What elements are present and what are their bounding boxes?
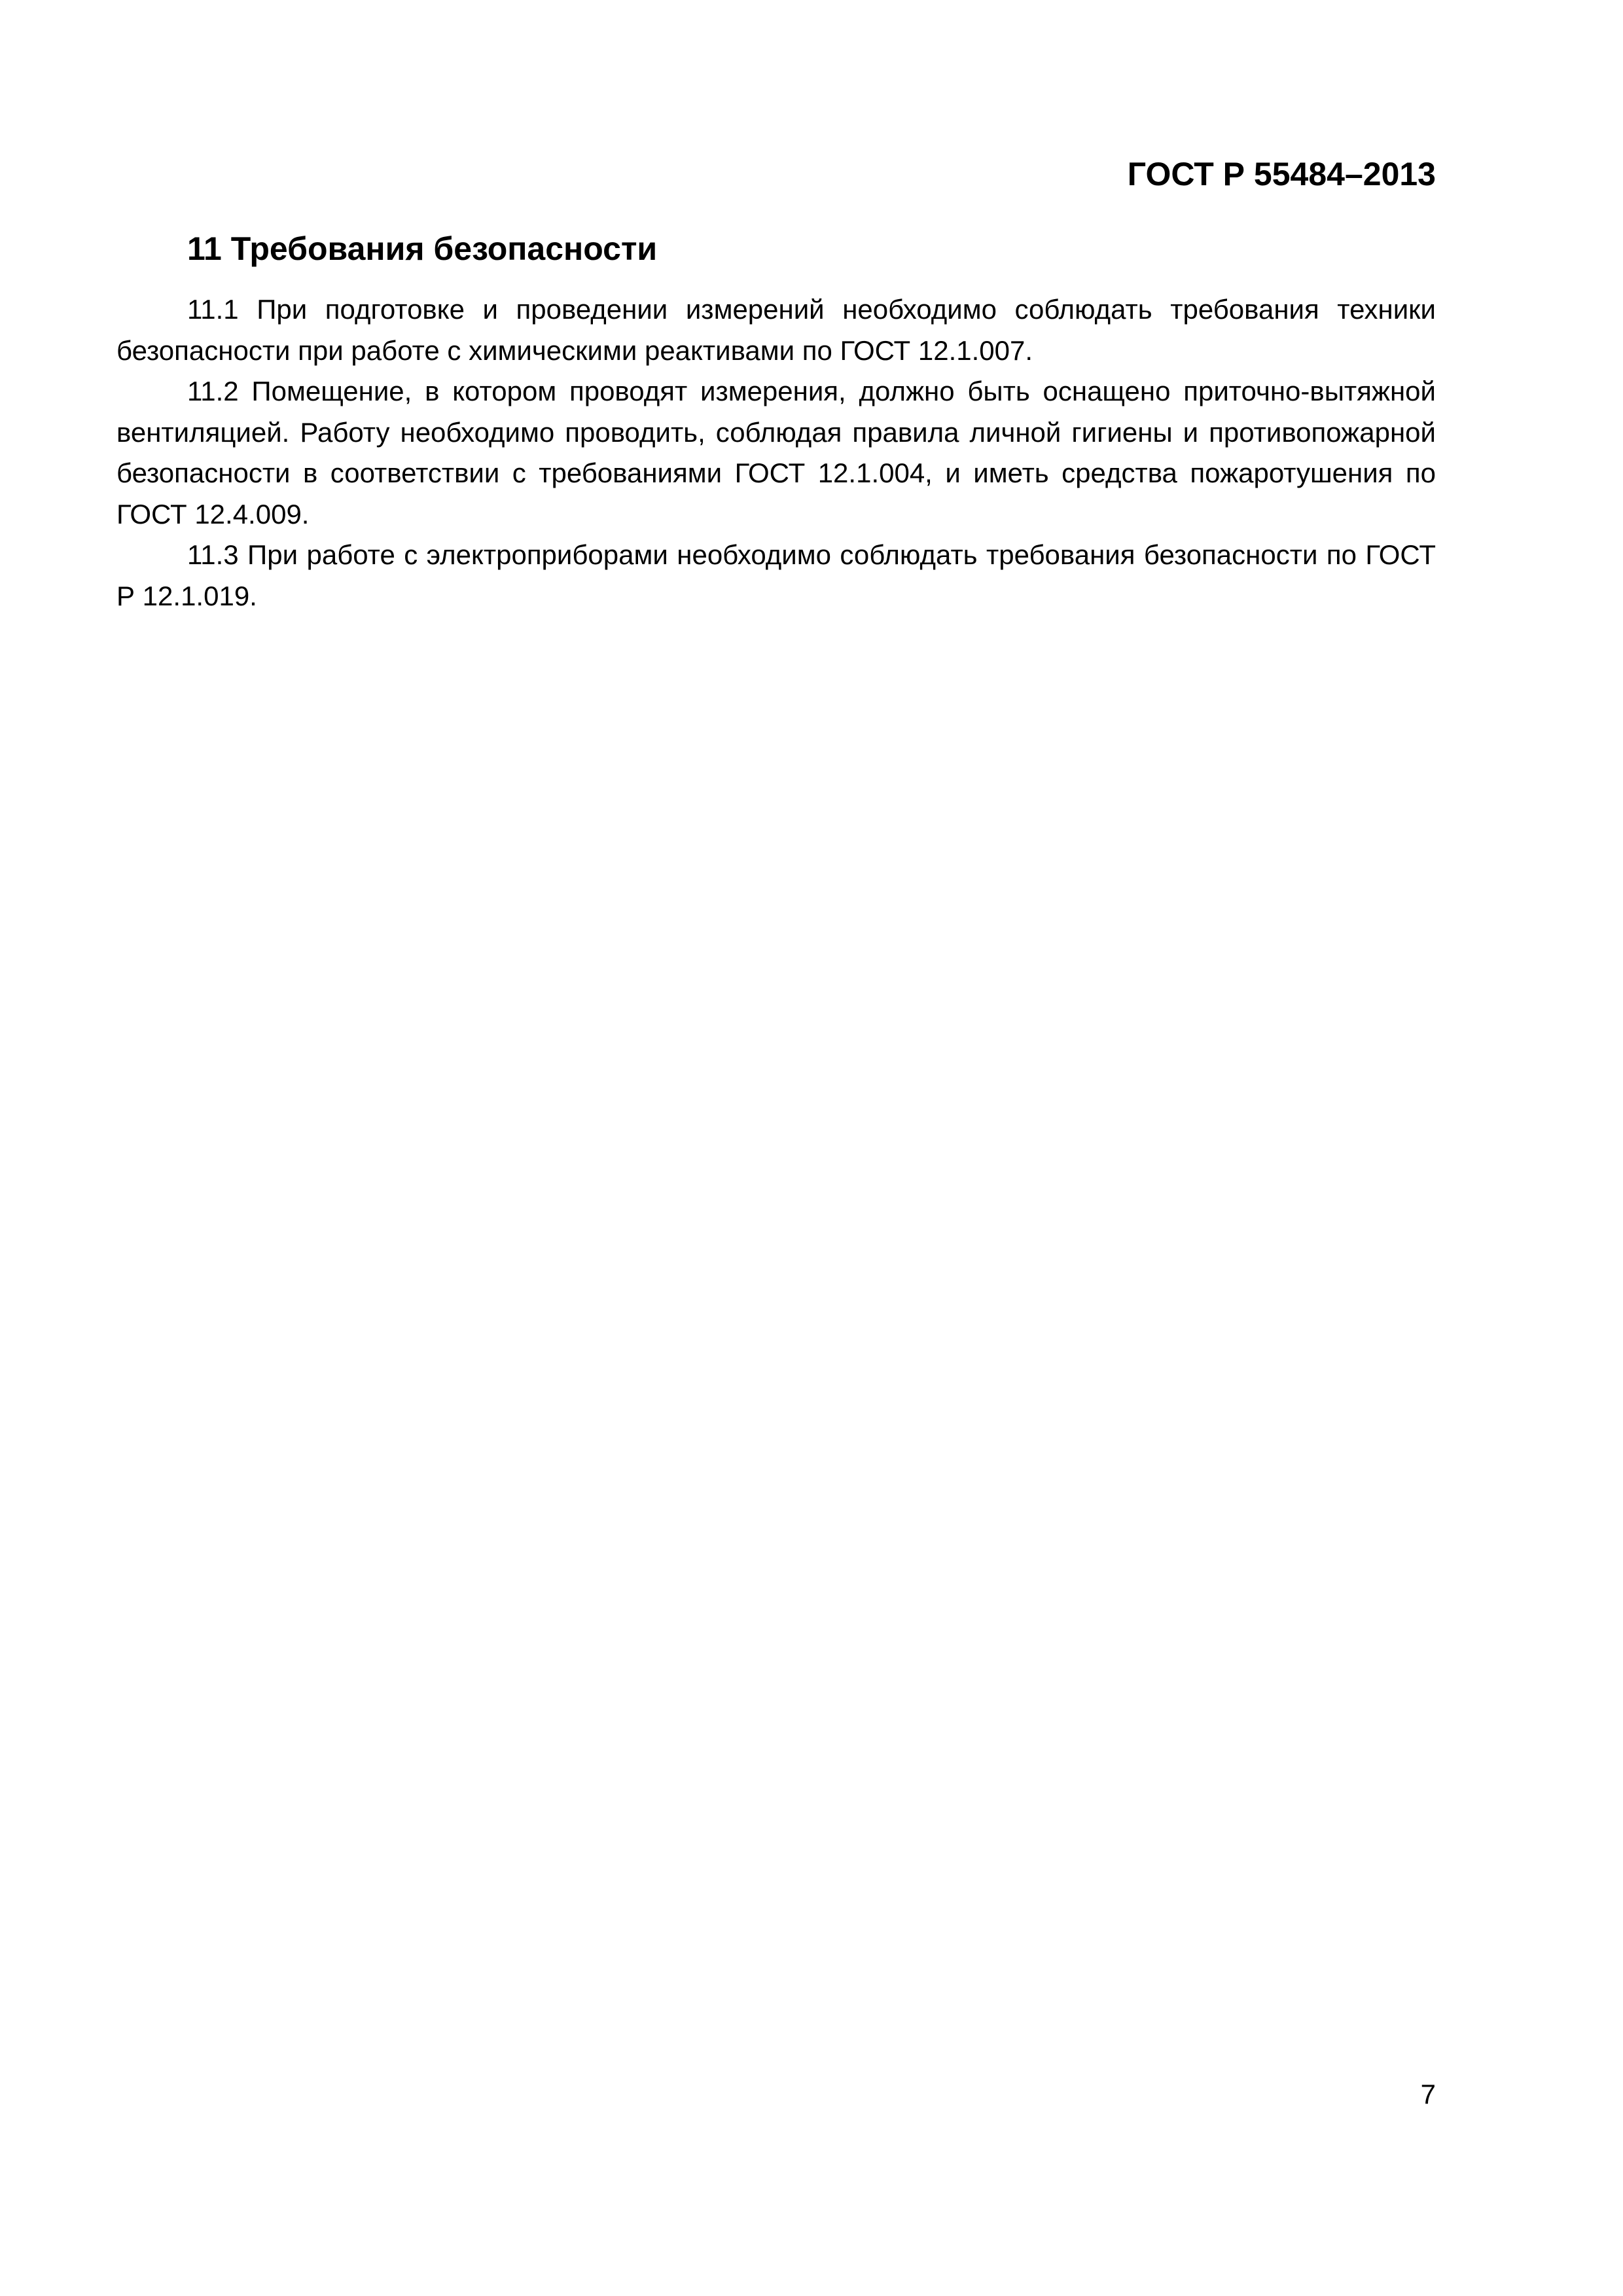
section-body — [116, 289, 1436, 617]
paragraph-11-3: 11.3 При работе с электроприборами необходимо соблюдать требования безопасности по ГОСТ Р 12.1.019. — [116, 539, 1436, 611]
page-number: 7 — [1420, 2079, 1436, 2109]
section-title: 11 Требования безопасности — [187, 230, 658, 267]
paragraph-11-2: 11.2 Помещение, в котором проводят измерения, должно быть оснащено приточно-вытяжной вентиляцией. Работу необходимо проводить, соблюдая правила личной гигиены и противопожарной безопасности в соответствии с требованиями ГОСТ 12.1.004, и иметь средства пожаротушения по ГОСТ 12.4.009. — [116, 376, 1436, 529]
paragraph-11-1: 11.1 При подготовке и проведении измерений необходимо соблюдать требования техники безопасности при работе с химическими реактивами по ГОСТ 12.1.007. — [116, 294, 1436, 366]
document-code-header: ГОСТ Р 55484–2013 — [1127, 156, 1436, 192]
